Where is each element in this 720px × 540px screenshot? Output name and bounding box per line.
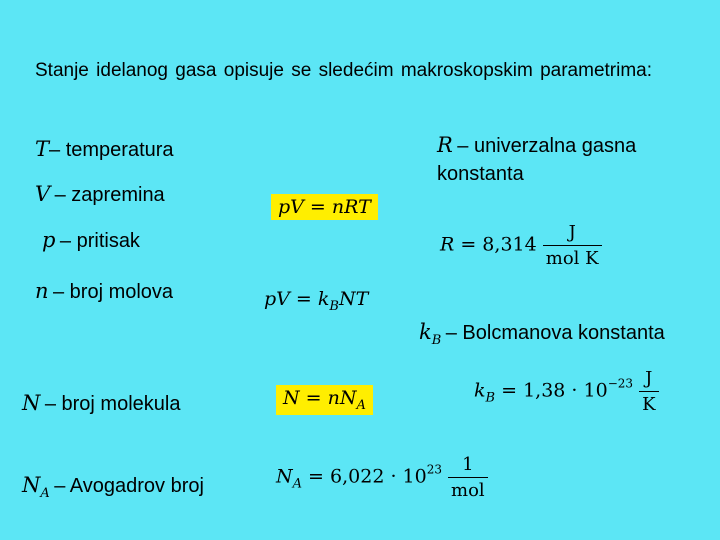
symbol-p: p [42,228,56,252]
label-moles: – broj molova [52,281,174,303]
label-avogadro: – Avogadrov broj [54,475,204,497]
symbol-n-upper: N [22,391,41,415]
label-molecules: – broj molekula [44,393,181,415]
symbol-r: R [437,133,453,157]
symbol-n: n [35,279,49,303]
param-pressure [42,228,140,253]
equation-particle-count: $N = nN_A$ [276,385,373,415]
param-gas-constant [437,132,636,189]
equation-gas-constant-value: R = 8,314 $\frac{J}{\text{mol K}}$ [440,222,602,269]
equation-ideal-gas-moles: pV = nRT [271,194,378,220]
param-moles [35,279,173,304]
label-temperature: – temperatura [49,139,174,161]
equation-ideal-gas-molecules: pV = $k_BNT$ [264,288,369,314]
symbol-kb: k [419,320,432,344]
equation-boltzmann-value: $k_B = 1,38 \cdot 10^{-23}$ $\frac{J}{K}$ [474,368,659,415]
label-gas-constant-2: konstanta [437,163,524,185]
symbol-na-sub: A [40,486,50,501]
symbol-kb-sub: B [431,333,442,348]
param-molecules [22,391,180,416]
param-avogadro [22,473,204,501]
label-volume: – zapremina [54,184,165,206]
label-gas-constant-1: – univerzalna gasna [457,135,637,157]
param-volume [35,182,165,207]
symbol-v: V [35,182,51,206]
intro-text: Stanje idelanog gasa opisuje se sledećim makroskopskim parametrima: [35,60,653,81]
label-pressure: – pritisak [59,230,140,252]
param-temperature [35,137,174,162]
symbol-na: N [22,473,41,497]
symbol-t: T [35,137,50,161]
equation-avogadro-value: $N_A = 6,022 \cdot 10^{23}$ $\frac{1}{\text{mol}}$ [276,454,488,501]
boltzmann-unit: $\frac{J}{K}$ [639,368,658,415]
avogadro-unit: $\frac{1}{\text{mol}}$ [448,454,488,501]
gas-constant-unit: $\frac{J}{\text{mol K}}$ [543,222,602,269]
label-boltzmann: – Bolcmanova konstanta [445,322,665,344]
param-boltzmann [419,320,665,348]
